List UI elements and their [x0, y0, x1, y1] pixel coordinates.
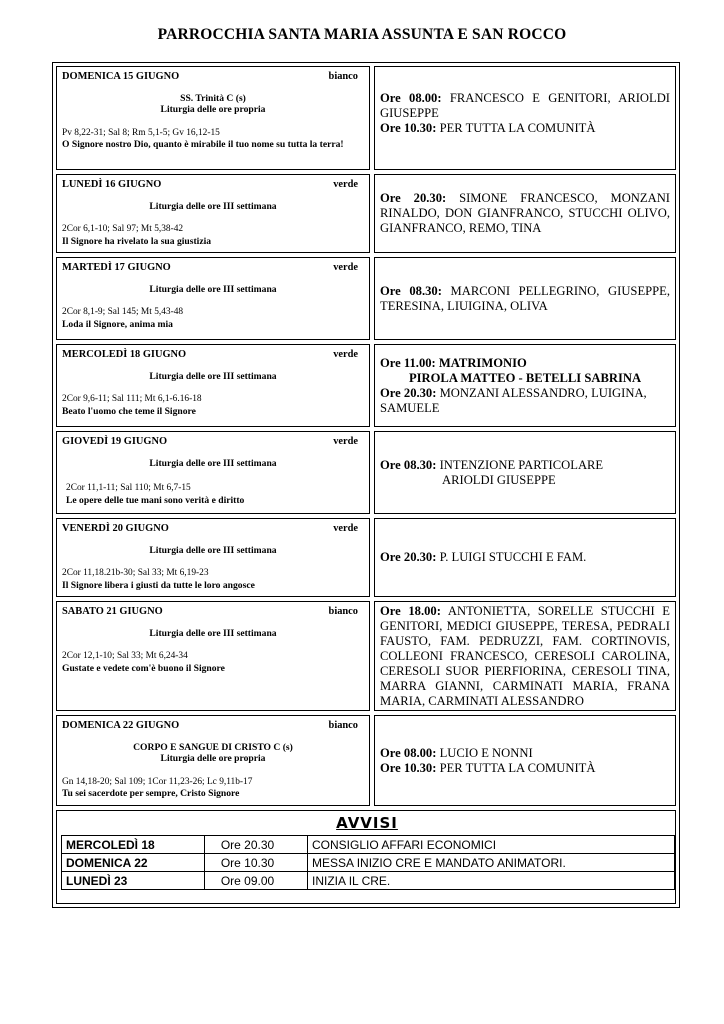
scripture-refs: 2Cor 9,6-11; Sal 111; Mt 6,1-6.16-18 — [62, 394, 202, 404]
notice-time: Ore 10.30 — [204, 854, 307, 872]
day-label: MERCOLEDÌ 18 GIUGNO — [62, 349, 187, 360]
mass-cell — [374, 174, 676, 253]
liturgical-color: verde — [333, 262, 358, 273]
liturgical-color: bianco — [328, 720, 358, 731]
day-row — [52, 429, 680, 516]
notice-day: MERCOLEDÌ 18 — [62, 836, 205, 854]
liturgical-color: bianco — [328, 71, 358, 82]
notices-table — [61, 835, 675, 890]
day-label: GIOVEDÌ 19 GIUGNO — [62, 436, 168, 447]
liturgy-cell — [56, 66, 370, 170]
table-row — [62, 872, 675, 890]
psalm-response: O Signore nostro Dio, quanto è mirabile il tuo nome su tutta la terra! — [62, 139, 344, 150]
day-row — [52, 172, 680, 255]
liturgy-cell — [56, 715, 370, 806]
scripture-refs: 2Cor 11,18.21b-30; Sal 33; Mt 6,19-23 — [62, 568, 209, 578]
scripture-refs: 2Cor 12,1-10; Sal 33; Mt 6,24-34 — [62, 651, 188, 661]
liturgy-week: Liturgia delle ore III settimana — [149, 370, 277, 382]
mass-entry: Ore 20.30: SIMONE FRANCESCO, MONZANI RINALDO, DON GIANFRANCO, STUCCHI OLIVO, GIANFRANCO, REMO, TINA — [380, 191, 670, 235]
mass-entry-continued: ARIOLDI GIUSEPPE — [442, 472, 556, 487]
scripture-refs: 2Cor 6,1-10; Sal 97; Mt 5,38-42 — [62, 224, 184, 234]
liturgy-cell — [56, 431, 370, 514]
notice-day: LUNEDÌ 23 — [62, 872, 205, 890]
liturgy-week: Liturgia delle ore III settimana — [149, 457, 277, 469]
mass-cell — [374, 431, 676, 514]
psalm-response: Gustate e vedete com'è buono il Signore — [62, 662, 225, 674]
mass-entry: Ore 10.30: PER TUTTA LA COMUNITÀ — [380, 760, 596, 775]
scripture-refs: 2Cor 11,1-11; Sal 110; Mt 6,7-15 — [66, 483, 191, 493]
table-row — [62, 854, 675, 872]
mass-entry: Ore 08.00: LUCIO E NONNI — [380, 745, 533, 760]
notice-text: INIZIA IL CRE. — [308, 872, 675, 890]
day-label: SABATO 21 GIUGNO — [62, 606, 163, 617]
scripture-refs: Gn 14,18-20; Sal 109; 1Cor 11,23-26; Lc 9,11b-17 — [62, 776, 253, 787]
liturgy-cell — [56, 174, 370, 253]
psalm-response: Tu sei sacerdote per sempre, Cristo Signore — [62, 788, 240, 799]
day-row — [52, 599, 680, 713]
liturgical-color: bianco — [328, 606, 358, 617]
liturgy-cell — [56, 601, 370, 711]
liturgy-week: Liturgia delle ore propria — [160, 104, 266, 115]
day-row — [52, 64, 680, 172]
notices-box — [56, 810, 676, 904]
liturgical-color: verde — [333, 436, 358, 447]
day-label: LUNEDÌ 16 GIUGNO — [62, 179, 162, 190]
day-row — [52, 713, 680, 808]
liturgy-week: Liturgia delle ore III settimana — [149, 627, 277, 639]
day-label: DOMENICA 22 GIUGNO — [62, 720, 180, 731]
mass-entry: Ore 08.30: INTENZIONE PARTICOLARE — [380, 457, 604, 472]
liturgy-cell — [56, 344, 370, 427]
day-label: MARTEDÌ 17 GIUGNO — [62, 262, 171, 273]
feast-name: SS. Trinità C (s) — [180, 92, 246, 104]
notices-title: AVVISI — [336, 814, 398, 832]
psalm-response: Beato l'uomo che teme il Signore — [62, 405, 196, 417]
liturgical-color: verde — [333, 179, 358, 190]
feast-name: CORPO E SANGUE DI CRISTO C (s) — [133, 741, 293, 753]
notice-time: Ore 20.30 — [204, 836, 307, 854]
liturgy-cell — [56, 257, 370, 340]
mass-entry: Ore 20.30: P. LUIGI STUCCHI E FAM. — [380, 550, 587, 564]
scripture-refs: Pv 8,22-31; Sal 8; Rm 5,1-5; Gv 16,12-15 — [62, 127, 220, 138]
mass-cell — [374, 344, 676, 427]
scripture-refs: 2Cor 8,1-9; Sal 145; Mt 5,43-48 — [62, 307, 184, 317]
day-row — [52, 516, 680, 599]
liturgy-week: Liturgia delle ore III settimana — [149, 200, 277, 212]
liturgy-week: Liturgia delle ore III settimana — [149, 283, 277, 295]
mass-entry: Ore 20.30: MONZANI ALESSANDRO, LUIGINA, SAMUELE — [380, 385, 647, 415]
notice-day: DOMENICA 22 — [62, 854, 205, 872]
mass-cell — [374, 518, 676, 597]
mass-entry: Ore 10.30: PER TUTTA LA COMUNITÀ — [380, 121, 596, 135]
wedding-couple: PIROLA MATTEO - BETELLI SABRINA — [408, 370, 642, 385]
liturgy-cell — [56, 518, 370, 597]
psalm-response: Il Signore libera i giusti da tutte le loro angosce — [62, 579, 255, 591]
notice-text: MESSA INIZIO CRE E MANDATO ANIMATORI. — [308, 854, 675, 872]
psalm-response: Loda il Signore, anima mia — [62, 318, 173, 330]
table-row — [62, 836, 675, 854]
notice-text: CONSIGLIO AFFARI ECONOMICI — [308, 836, 675, 854]
mass-entry: Ore 11.00: MATRIMONIO — [380, 355, 527, 370]
notice-time: Ore 09.00 — [204, 872, 307, 890]
mass-cell — [374, 257, 676, 340]
mass-cell — [374, 66, 676, 170]
psalm-response: Il Signore ha rivelato la sua giustizia — [62, 235, 212, 247]
day-label: DOMENICA 15 GIUGNO — [62, 71, 180, 82]
mass-cell — [374, 715, 676, 806]
day-label: VENERDÌ 20 GIUGNO — [62, 523, 169, 534]
psalm-response: Le opere delle tue mani sono verità e diritto — [66, 494, 245, 506]
liturgical-color: verde — [333, 523, 358, 534]
page-title: PARROCCHIA SANTA MARIA ASSUNTA E SAN ROCCO — [157, 26, 567, 43]
liturgical-color: verde — [333, 349, 358, 360]
day-row — [52, 255, 680, 342]
mass-entry: Ore 08.00: FRANCESCO E GENITORI, ARIOLDI GIUSEPPE — [380, 91, 670, 120]
mass-entry: Ore 18.00: ANTONIETTA, SORELLE STUCCHI E GENITORI, MEDICI GIUSEPPE, TERESA, PEDRALI FAUSTO, FAM. PEDRUZZI, FAM. CORTINOVIS, COLLEONI FRANCESCO, CERESOLI CAROLINA, CERESOLI SUOR PIERFIORINA, CERESOLI TINA, MARRA GIANNI, CARMINATI MARIA, FRANA MARIA, CARMINATI ALESSANDRO — [380, 604, 670, 708]
liturgy-week: Liturgia delle ore III settimana — [149, 544, 277, 556]
day-row — [52, 342, 680, 429]
liturgy-week: Liturgia delle ore propria — [160, 753, 266, 764]
mass-cell — [374, 601, 676, 711]
mass-entry: Ore 08.30: MARCONI PELLEGRINO, GIUSEPPE, TERESINA, LIUIGINA, OLIVA — [380, 283, 670, 313]
